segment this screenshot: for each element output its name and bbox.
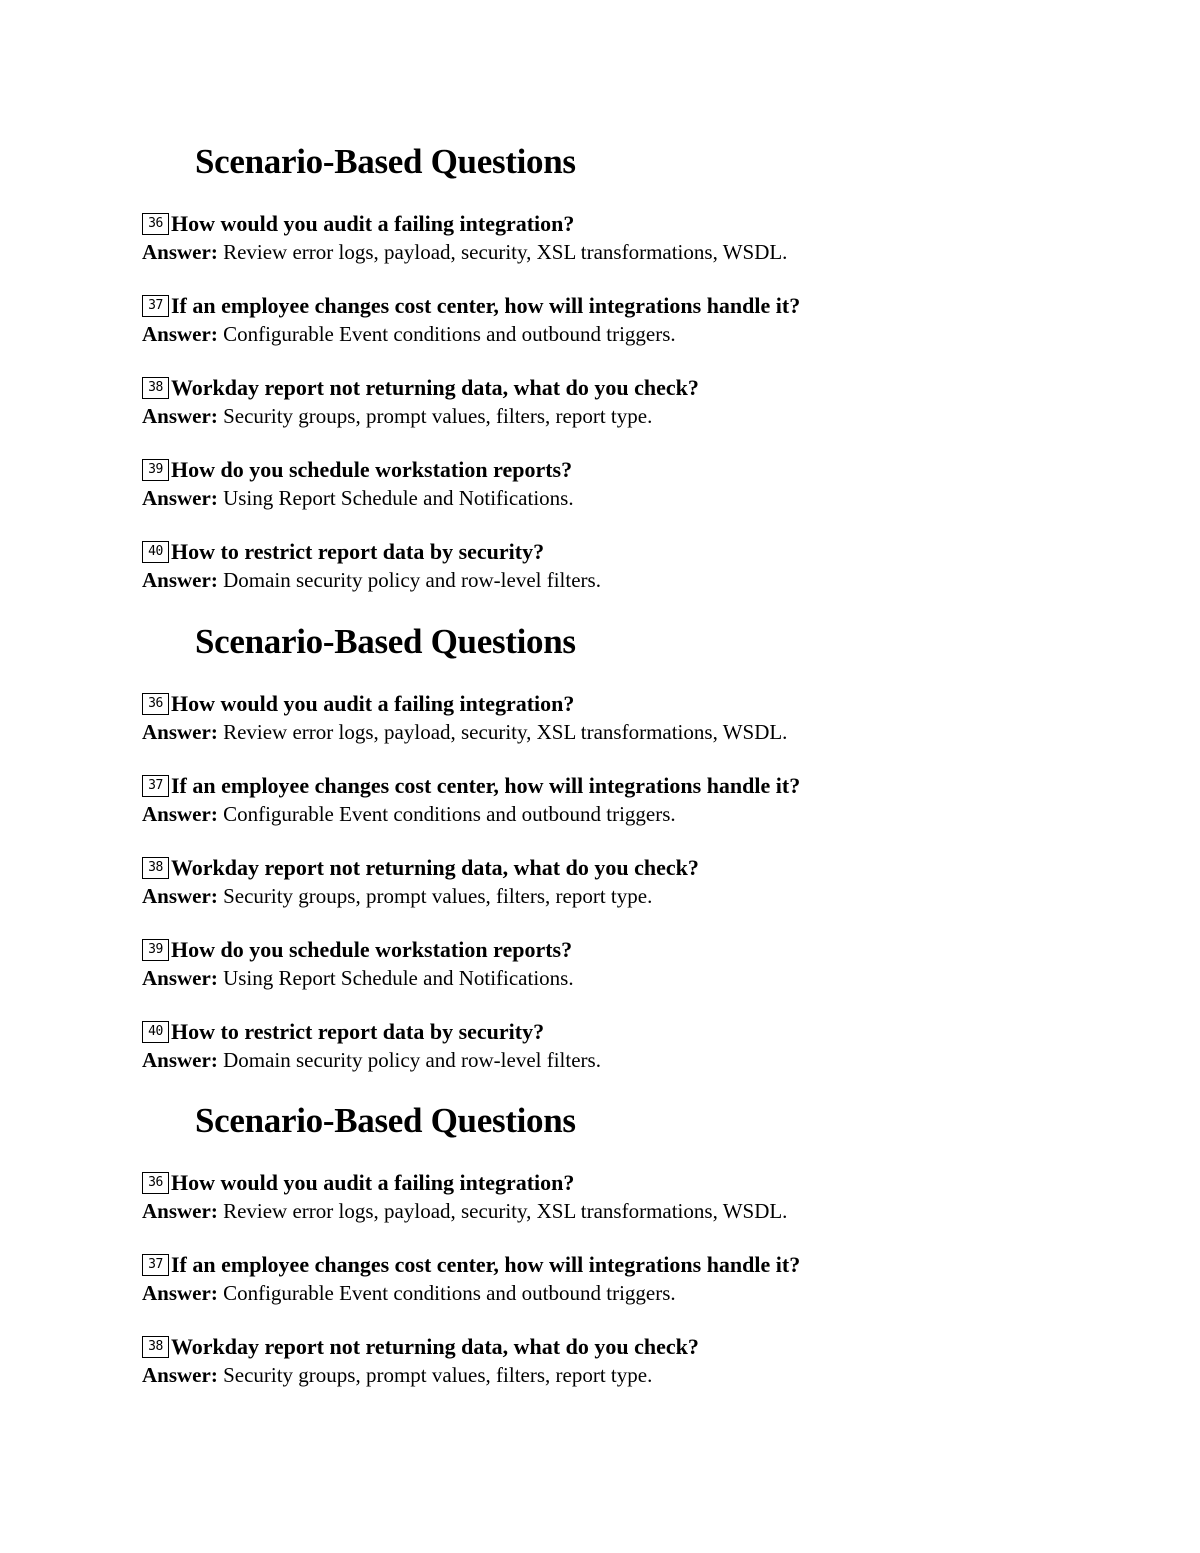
question-text: How to restrict report data by security?: [171, 539, 545, 564]
qa-item: [142, 854, 1142, 936]
answer-label: Answer:: [142, 1048, 218, 1072]
question-number: 38: [142, 1336, 169, 1358]
answer-text: Configurable Event conditions and outbound triggers.: [223, 802, 676, 826]
qa-item: [142, 1333, 1142, 1415]
answer-label: Answer:: [142, 322, 218, 346]
question-text: Workday report not returning data, what do you check?: [171, 855, 699, 880]
answer-label: Answer:: [142, 568, 218, 592]
qa-item: [142, 772, 1142, 854]
question-number: 38: [142, 857, 169, 879]
answer-label: Answer:: [142, 404, 218, 428]
answer-text: Review error logs, payload, security, XSL transformations, WSDL.: [223, 240, 788, 264]
answer-text: Review error logs, payload, security, XSL transformations, WSDL.: [223, 720, 788, 744]
answer-text: Security groups, prompt values, filters, report type.: [223, 404, 653, 428]
question-text: If an employee changes cost center, how will integrations handle it?: [171, 773, 801, 798]
question-text: How would you audit a failing integration?: [171, 211, 575, 236]
answer-text: Domain security policy and row-level filters.: [223, 1048, 601, 1072]
question-text: Workday report not returning data, what do you check?: [171, 375, 699, 400]
answer-text: Review error logs, payload, security, XSL transformations, WSDL.: [223, 1199, 788, 1223]
question-text: How to restrict report data by security?: [171, 1019, 545, 1044]
question-number: 39: [142, 459, 169, 481]
question-number: 36: [142, 693, 169, 715]
qa-item: [142, 292, 1142, 374]
answer-label: Answer:: [142, 1281, 218, 1305]
question-number: 40: [142, 1021, 169, 1043]
section-title: Scenario-Based Questions: [195, 142, 576, 181]
question-number: 36: [142, 213, 169, 235]
question-text: If an employee changes cost center, how will integrations handle it?: [171, 1252, 801, 1277]
answer-text: Domain security policy and row-level filters.: [223, 568, 601, 592]
qa-item: [142, 1251, 1142, 1333]
question-text: How would you audit a failing integration?: [171, 691, 575, 716]
question-number: 36: [142, 1172, 169, 1194]
qa-item: [142, 1018, 1142, 1100]
qa-item: [142, 538, 1142, 620]
question-text: How do you schedule workstation reports?: [171, 457, 573, 482]
section-1: [142, 142, 1142, 620]
qa-item: [142, 374, 1142, 456]
question-number: 37: [142, 1254, 169, 1276]
answer-text: Configurable Event conditions and outbound triggers.: [223, 1281, 676, 1305]
question-number: 39: [142, 939, 169, 961]
answer-label: Answer:: [142, 966, 218, 990]
question-text: How would you audit a failing integration?: [171, 1170, 575, 1195]
section-title: Scenario-Based Questions: [195, 622, 576, 661]
answer-text: Security groups, prompt values, filters, report type.: [223, 1363, 653, 1387]
question-text: If an employee changes cost center, how will integrations handle it?: [171, 293, 801, 318]
answer-label: Answer:: [142, 802, 218, 826]
qa-item: [142, 690, 1142, 772]
question-number: 40: [142, 541, 169, 563]
qa-item: [142, 1169, 1142, 1251]
answer-text: Using Report Schedule and Notifications.: [223, 486, 574, 510]
section-3: [142, 1101, 1142, 1415]
question-text: Workday report not returning data, what do you check?: [171, 1334, 699, 1359]
answer-label: Answer:: [142, 884, 218, 908]
section-2: [142, 622, 1142, 1100]
qa-item: [142, 210, 1142, 292]
answer-text: Using Report Schedule and Notifications.: [223, 966, 574, 990]
answer-label: Answer:: [142, 1363, 218, 1387]
answer-text: Configurable Event conditions and outbound triggers.: [223, 322, 676, 346]
answer-label: Answer:: [142, 240, 218, 264]
question-number: 38: [142, 377, 169, 399]
section-title: Scenario-Based Questions: [195, 1101, 576, 1140]
answer-label: Answer:: [142, 486, 218, 510]
answer-text: Security groups, prompt values, filters, report type.: [223, 884, 653, 908]
question-number: 37: [142, 775, 169, 797]
answer-label: Answer:: [142, 720, 218, 744]
qa-item: [142, 456, 1142, 538]
qa-item: [142, 936, 1142, 1018]
question-text: How do you schedule workstation reports?: [171, 937, 573, 962]
answer-label: Answer:: [142, 1199, 218, 1223]
question-number: 37: [142, 295, 169, 317]
